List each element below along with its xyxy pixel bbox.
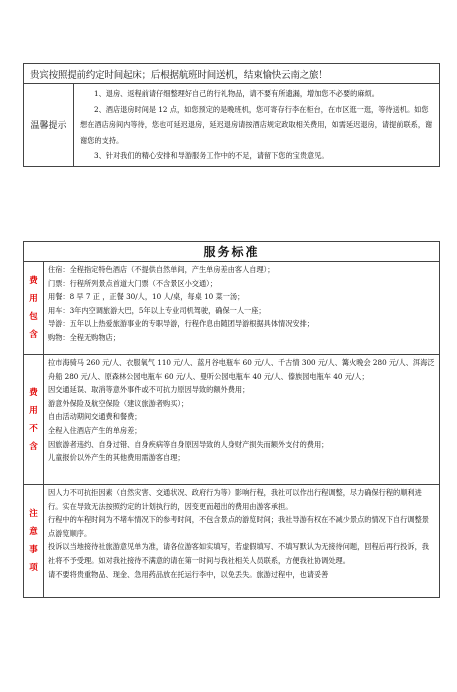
label-char: 意 [29,527,38,537]
content-line: 购物：全程无购物店； [48,332,120,342]
label-char: 用 [29,405,38,416]
content-line: 因交通延误、取消等意外事件或不可抗力原因导致的额外费用； [48,385,250,395]
label-char: 项 [29,563,38,573]
content-line: 住宿：全程指定特色酒店（不提供自然单间，产生单房差由客人自理）； [48,265,275,274]
content-line: 用车：3年内空调旅游大巴，5年以上专业司机驾驶，确保一人一座； [48,305,266,315]
content-line: 用餐：8 早 7 正 ，正餐 30/人，10 人/桌，每桌 10 菜一汤； [48,292,245,302]
section-label-excluded [24,355,44,485]
content-line: 因旅游者违约、自身过错、自身疾病等自身原因导致的人身财产损失而额外支付的费用； [48,439,329,449]
label-char: 包 [29,312,38,322]
content-line: 行程中的车程时间为不堵车情况下的参考时间，不包含景点的游览时间；我社导游有权在不减少景点的情况下自行调整景点游览顺序。 [48,515,429,538]
label-char: 含 [29,330,38,340]
content-line: 因人力不可抗拒因素（自然灾害、交通状况、政府行为等）影响行程，我社可以作出行程调整，尽力确保行程的顺利进行。实在导致无法按照约定的计划执行的，因变更而超出的费用由游客承担。 [48,488,422,511]
departure-notice: 贵宾按照提前约定时间起床；后根据航班时间送机，结束愉快云南之旅！ [24,64,440,84]
label-char: 不 [29,423,38,434]
label-char: 费 [29,276,38,286]
tips-label: 温馨提示 [24,84,74,167]
tip-item: 3、针对我们的精心安排和导游服务工作中的不足，请留下您的宝贵意见。 [94,151,329,160]
service-standard-table [23,241,440,598]
section-label-included [24,262,44,355]
tip-item: 2、酒店退房时间是 12 点，如您预定的是晚班机，您可寄存行李在柜台，在市区逛一逛，等待送机。如您想在酒店房间内等待，您也可延迟退房，延迟退房请按酒店规定政取相关费用，如需延迟退房，请提前联系，谢谢您的支持。 [80,104,433,145]
label-char: 费 [29,387,38,398]
label-char: 注 [29,509,38,519]
label-char: 含 [29,441,38,452]
content-line: 投诉以当地接待社旅游意见单为准，请各位游客如实填写，若虚假填写、不填写默认为无接待问题，回程后再行投诉，我社将不予受理。如对我社接待不满意的请在第一时间与我社相关人员联系，方便我社协调处理。 [48,542,429,565]
itinerary-table [23,63,440,167]
content-line: 全程入住酒店产生的单房差； [48,425,142,435]
content-line: 自由活动期间交通费和餐费； [48,412,142,422]
tip-item: 1、退房、返程前请仔细整理好自己的行礼物品，请不要有所遗漏，增加您不必要的麻烦。 [94,89,379,98]
service-title: 服务标准 [24,242,440,262]
content-line: 儿童报价以外产生的其他费用需游客自理； [48,453,185,463]
tips-content [74,84,440,167]
content-line: 拉市海骑马 260 元/人、衣服氧气 110 元/人、蓝月谷电瓶车 60 元/人、千古情 300 元/人、篝火晚会 280 元/人、洱海泛舟船 280 元/人、原森林公园电瓶车 60 元/人、曼听公园电瓶车 40 元/人、傣族园电瓶车 40 元/人； [48,358,435,381]
label-char: 用 [29,294,38,304]
excluded-content [44,355,440,485]
section-label-notes [24,485,44,598]
content-line: 导游：五年以上热爱旅游事业的专职导游，行程作息由随团导游根据具体情况安排； [48,319,314,329]
content-line: 游意外保险及航空保险（建议旅游者购买）； [48,398,189,408]
included-content [44,262,440,355]
content-line: 请不要将贵重物品、现金、急用药品放在托运行李中，以免丢失。旅游过程中，也请妥善 [48,569,329,579]
notes-content [44,485,440,598]
label-char: 事 [29,545,38,555]
content-line: 门票：行程所列景点首道大门票（不含景区小交通）； [48,278,217,288]
